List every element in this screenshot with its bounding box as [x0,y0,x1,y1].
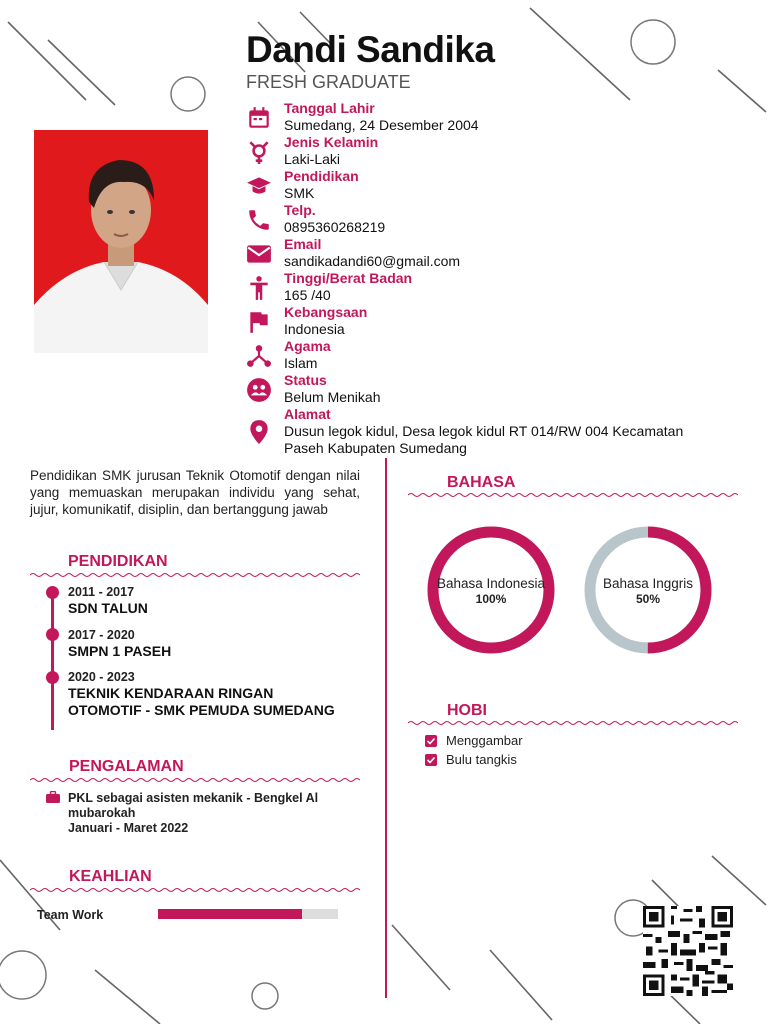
info-label: Telp. [284,202,316,218]
info-value: SMK [284,185,315,201]
checkbox-icon [425,754,437,766]
language-name: Bahasa Inggris [602,576,694,591]
timeline-dot [46,671,59,684]
section-title-education: PENDIDIKAN [68,553,168,570]
gender-icon [246,139,272,165]
person-name: Dandi Sandika [246,29,495,70]
section-divider [30,572,360,578]
info-row-status [246,371,746,405]
section-divider [30,887,360,893]
job-title: FRESH GRADUATE [246,72,411,92]
timeline-dot [46,628,59,641]
briefcase-icon [46,791,60,803]
education-years: 2017 - 2020 [68,628,135,642]
phone-icon [246,207,272,233]
section-title-skills: KEAHLIAN [69,868,152,885]
info-row-address [246,405,746,461]
info-value: Islam [284,355,318,371]
info-row-gender [246,133,746,167]
group-icon [246,377,272,403]
experience-item [68,791,328,836]
education-school: TEKNIK KENDARAAN RINGAN [68,685,274,701]
info-value: Belum Menikah [284,389,381,405]
skill-name: Team Work [37,908,104,922]
profile-summary: Pendidikan SMK jurusan Teknik Otomotif dengan nilai yang memuaskan merupakan individu yang sehat, jujur, komunikatif, disiplin, dan bertanggung jawab [30,468,360,517]
info-row-height-weight [246,269,746,303]
section-title-languages: BAHASA [447,474,516,491]
info-value: 165 /40 [284,287,331,303]
checkbox-icon [425,735,437,747]
experience-role-continued: mubarokah [68,806,136,820]
location-pin-icon [246,419,272,445]
graduation-cap-icon [246,173,272,199]
skill-bar [158,909,338,919]
person-icon [246,275,272,301]
profile-photo [34,130,208,353]
flag-icon [246,309,272,335]
info-row-phone [246,201,746,235]
hobby-label: Bulu tangkis [446,752,517,767]
experience-period: Januari - Maret 2022 [68,821,189,835]
language-name: Bahasa Indonesia [436,576,546,591]
education-years: 2020 - 2023 [68,670,135,684]
skill-bar-fill [158,909,302,919]
info-label: Agama [284,338,331,354]
education-years: 2011 - 2017 [68,585,135,599]
section-title-experience: PENGALAMAN [69,758,184,775]
education-school-continued: OTOMOTIF - SMK PEMUDA SUMEDANG [68,702,335,718]
info-label: Kebangsaan [284,304,368,320]
calendar-icon [246,105,272,131]
info-row-religion [246,337,746,371]
info-label: Alamat [284,406,331,422]
education-timeline [51,590,54,730]
info-row-nationality [246,303,746,337]
column-divider [385,458,387,998]
info-value: Dusun legok kidul, Desa legok kidul RT 014/RW 004 Kecamatan [284,423,684,439]
timeline-dot [46,586,59,599]
section-title-hobbies: HOBI [447,702,487,719]
info-label: Tanggal Lahir [284,100,375,116]
experience-role: PKL sebagai asisten mekanik - Bengkel Al [68,791,319,805]
language-percent: 50% [635,592,661,606]
section-divider [30,777,360,783]
info-value-continued: Paseh Kabupaten Sumedang [284,440,467,456]
hobby-label: Menggambar [446,733,523,748]
share-icon [246,343,272,369]
info-value: 0895360268219 [284,219,386,235]
info-row-birth [246,99,746,133]
education-school: SMPN 1 PASEH [68,643,172,659]
info-label: Status [284,372,327,388]
info-value: Laki-Laki [284,151,341,167]
info-row-education [246,167,746,201]
info-value: sandikadandi60@gmail.com [284,253,461,269]
info-value: Sumedang, 24 Desember 2004 [284,117,479,133]
language-percent: 100% [475,592,507,606]
info-label: Email [284,236,322,252]
info-label: Tinggi/Berat Badan [284,270,413,286]
education-school: SDN TALUN [68,600,148,616]
info-row-email [246,235,746,269]
info-value: Indonesia [284,321,345,337]
info-label: Pendidikan [284,168,359,184]
mail-icon [246,241,272,267]
section-divider [408,720,738,726]
qr-code [643,906,733,996]
info-label: Jenis Kelamin [284,134,379,150]
section-divider [408,492,738,498]
